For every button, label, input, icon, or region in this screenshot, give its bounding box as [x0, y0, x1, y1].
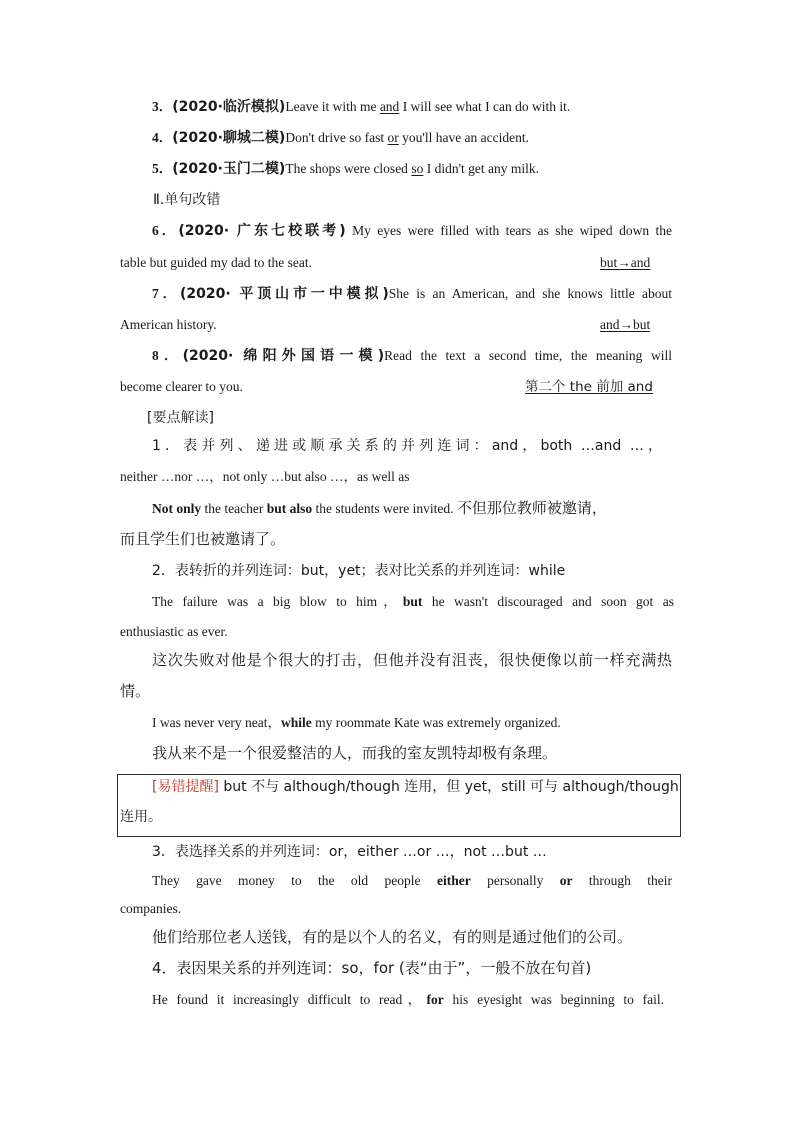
point-4-example: He found it increasingly difficult to read，for his eyesight was beginning to fail. — [152, 992, 664, 1007]
point-1-example: Not only the teacher but also the students were invited. 不但那位教师被邀请， — [152, 499, 607, 517]
underlined-answer: and — [379, 99, 400, 114]
exercise-item-6: 6．(2020· 广东七校联考) My eyes were filled with tears as she wiped down the — [152, 223, 673, 239]
point-2-example-2: I was never very neat，while my roommate Kate was extremely organized. — [152, 715, 561, 730]
point-2-translation-1-cont: 情。 — [120, 682, 151, 700]
error-notice-line-2: 连用。 — [120, 809, 162, 825]
correction-answer: and→but — [600, 317, 651, 332]
point-4-title: 4．表因果关系的并列连词：so，for (表“由于”，一般不放在句首) — [152, 959, 592, 977]
point-2-translation-1: 这次失败对他是个很大的打击，但他并没有沮丧，很快便像以前一样充满热 — [152, 651, 672, 669]
correction-answer: 第二个 the 前加 and — [525, 379, 653, 395]
key-points-title: [要点解读] — [147, 410, 214, 426]
exercise-item-7: 7．(2020· 平顶山市一中模拟)She is an American, and she knows little about — [152, 286, 672, 302]
exercise-item-6-cont: table but guided my dad to the seat. — [120, 255, 312, 270]
point-1-example-cont: 而且学生们也被邀请了。 — [120, 530, 286, 548]
underlined-answer: so — [411, 161, 424, 176]
point-3-example-cont: companies. — [120, 901, 182, 916]
point-2-title: 2．表转折的并列连词：but，yet；表对比关系的并列连词：while — [152, 563, 566, 579]
point-1-title: 1．表并列、递进或顺承关系的并列连词：and，both …and …， — [152, 438, 662, 454]
exercise-item-8: 8．(2020· 绵阳外国语一模)Read the text a second time, the meaning will — [152, 348, 672, 364]
point-2-example-1: The failure was a big blow to him，but he wasn't discouraged and soon got as — [152, 594, 674, 609]
point-3-example: They gave money to the old people either personally or through their — [152, 873, 672, 888]
exercise-item-5: 5．(2020·玉门二模)The shops were closed so I didn't get any milk. — [152, 161, 539, 177]
point-3-translation: 他们给那位老人送钱，有的是以个人的名义，有的则是通过他们的公司。 — [152, 928, 633, 946]
section-heading: Ⅱ.单句改错 — [153, 192, 221, 208]
point-2-example-1-cont: enthusiastic as ever. — [120, 624, 228, 639]
point-3-title: 3．表选择关系的并列连词：or，either …or …，not …but … — [152, 844, 547, 860]
correction-answer: but→and — [600, 255, 651, 270]
error-notice-line-1: [易错提醒] but 不与 although/though 连用，但 yet，still 可与 although/though — [152, 779, 679, 795]
exercise-item-8-cont: become clearer to you. — [120, 379, 243, 394]
error-notice-tag: [易错提醒] — [152, 779, 219, 795]
point-2-translation-2: 我从来不是一个很爱整洁的人，而我的室友凯特却极有条理。 — [152, 744, 558, 762]
underlined-answer: or — [387, 130, 399, 145]
exercise-item-3: 3．(2020·临沂模拟)Leave it with me and I will see what I can do with it. — [152, 99, 571, 115]
exercise-item-4: 4．(2020·聊城二模)Don't drive so fast or you'll have an accident. — [152, 130, 530, 146]
point-1-title-cont: neither …nor …，not only …but also …，as well as — [120, 469, 410, 484]
exercise-item-7-cont: American history. — [120, 317, 217, 332]
